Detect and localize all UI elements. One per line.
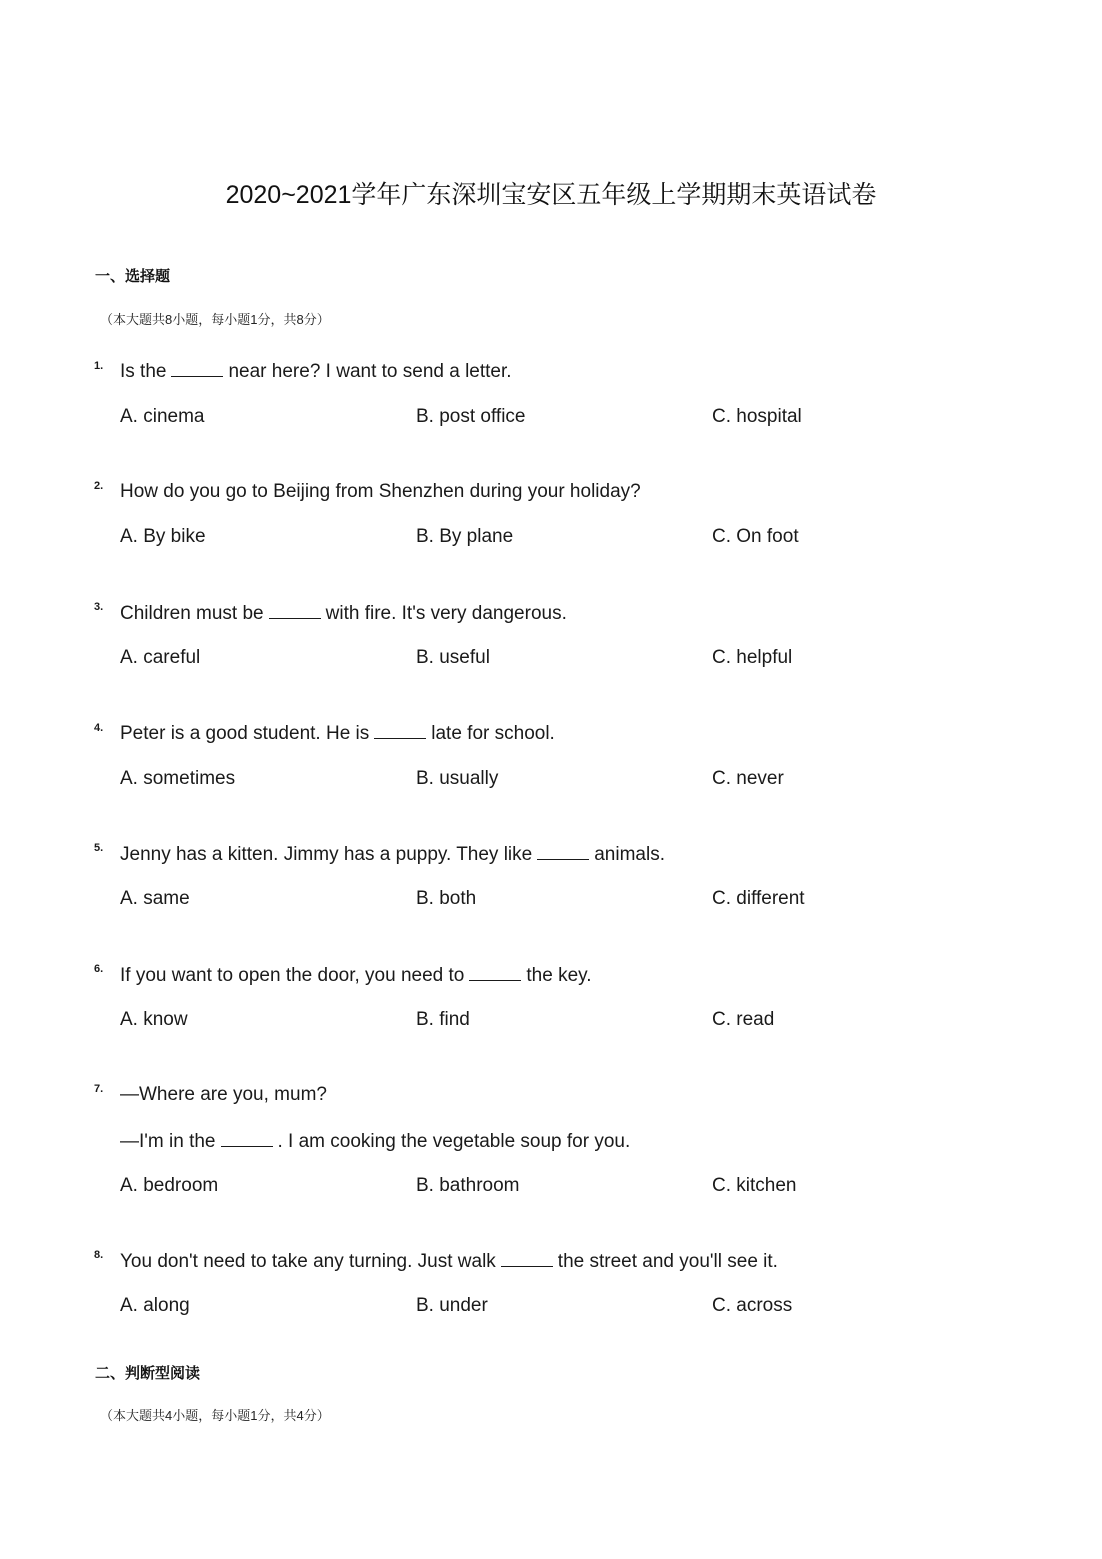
question-stem [120,841,665,868]
question-stem [120,1128,630,1155]
option-c: C. On foot [712,526,799,547]
option-a: A. sometimes [120,768,236,789]
option-a: A. same [120,888,190,909]
option-c: C. across [712,1295,793,1316]
section-note: （本大题共4小题，每小题1分，共4分） [100,1408,330,1423]
question-number: 3. [94,601,104,613]
stem-text: the street and you'll see it. [557,1251,778,1272]
answer-blank [374,720,426,739]
question-number: 2. [94,480,104,492]
answer-blank [501,1248,553,1267]
stem-text: animals. [594,844,665,865]
question-number: 8. [94,1249,104,1261]
stem-text: near here? I want to send a letter. [228,361,512,382]
question-stem [120,600,567,627]
stem-text: with fire. It's very dangerous. [325,603,567,624]
option-b: B. post office [416,406,526,427]
answer-blank [269,600,321,619]
stem-text: late for school. [431,723,555,744]
option-b: B. useful [416,647,490,668]
answer-blank [537,841,589,860]
option-b: B. By plane [416,526,514,547]
option-c: C. different [712,888,805,909]
option-a: A. careful [120,647,201,668]
stem-text: Is the [120,361,167,382]
question-stem [120,720,555,747]
option-a: A. along [120,1295,190,1316]
answer-blank [469,962,521,981]
stem-text: the key. [526,965,592,986]
stem-text: If you want to open the door, you need to [120,965,465,986]
option-a: A. By bike [120,526,206,547]
stem-text: You don't need to take any turning. Just walk [120,1251,496,1272]
stem-text: Children must be [120,603,264,624]
option-b: B. under [416,1295,488,1316]
question-stem: —Where are you, mum? [120,1084,327,1105]
option-c: C. never [712,768,784,789]
question-number: 7. [94,1083,104,1095]
section-note: （本大题共8小题，每小题1分，共8分） [100,312,330,327]
section-heading: 二、判断型阅读 [95,1365,201,1382]
page-title: 2020~2021学年广东深圳宝安区五年级上学期期末英语试卷 [225,181,877,209]
stem-text: Peter is a good student. He is [120,723,370,744]
option-b: B. both [416,888,477,909]
question-number: 1. [94,360,104,372]
option-c: C. hospital [712,406,802,427]
question-number: 5. [94,842,104,854]
option-c: C. helpful [712,647,793,668]
option-a: A. bedroom [120,1175,219,1196]
section-heading: 一、选择题 [95,268,171,285]
question-stem: How do you go to Beijing from Shenzhen during your holiday? [120,481,641,502]
question-stem [120,1248,778,1275]
stem-text: . I am cooking the vegetable soup for you. [277,1131,631,1152]
option-b: B. usually [416,768,499,789]
option-a: A. cinema [120,406,205,427]
question-number: 6. [94,963,104,975]
answer-blank [171,358,223,377]
stem-text: Jenny has a kitten. Jimmy has a puppy. They like [120,844,533,865]
option-a: A. know [120,1009,188,1030]
question-stem [120,358,512,385]
option-c: C. read [712,1009,775,1030]
question-stem [120,962,592,989]
question-number: 4. [94,722,104,734]
option-c: C. kitchen [712,1175,797,1196]
option-b: B. find [416,1009,470,1030]
stem-text: —I'm in the [120,1131,216,1152]
option-b: B. bathroom [416,1175,520,1196]
answer-blank [221,1128,273,1147]
